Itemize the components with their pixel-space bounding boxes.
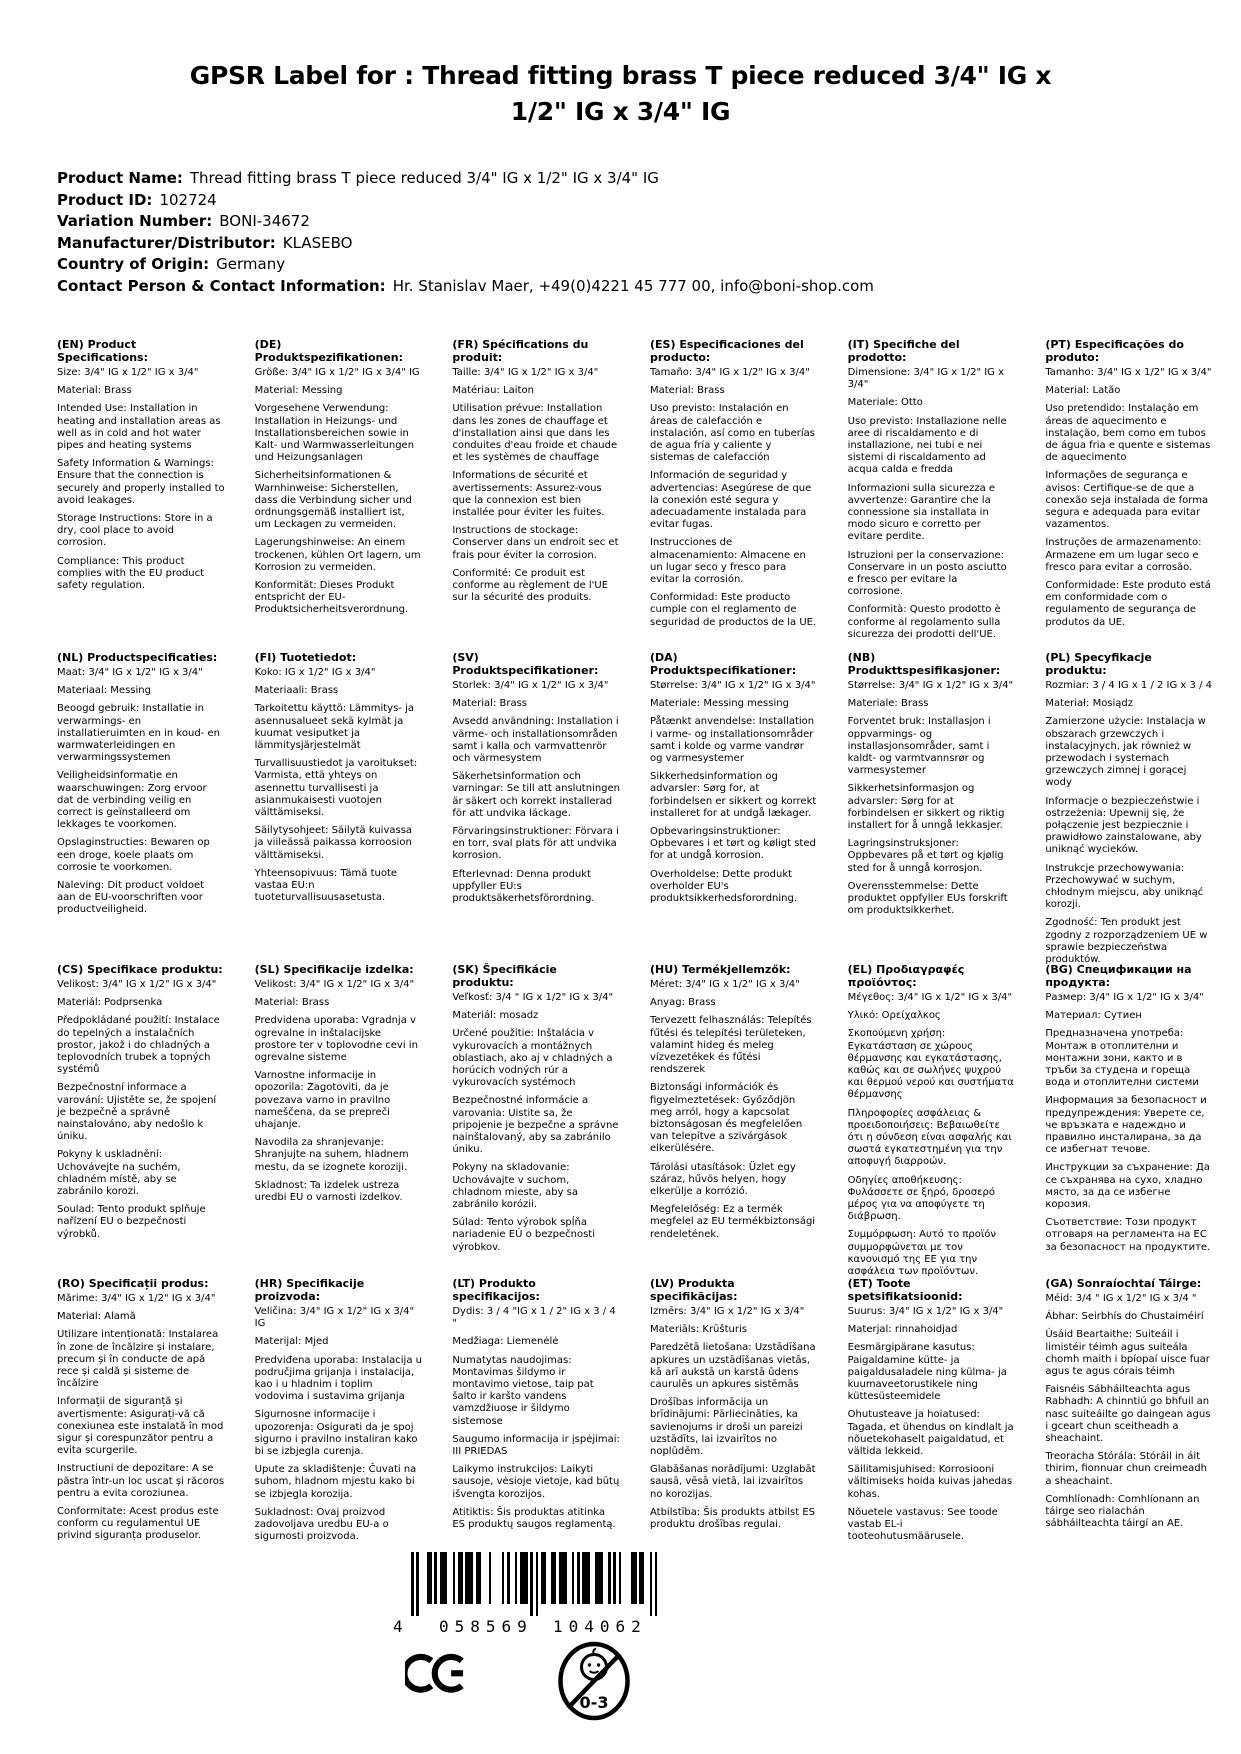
lang-paragraph: Οδηγίες αποθήκευσης: Φυλάσσετε σε ξηρό, δροσερό μέρος για να αποφύγετε τη διάβρωση. xyxy=(847,1174,995,1223)
lang-paragraph: Информация за безопасност и предупреждения: Уверете се, че връзката е надеждно и правилно инсталирана, за да се избегнат течове. xyxy=(1045,1095,1207,1156)
lang-paragraph: Informations de sécurité et avertissements: Assurez-vous que la connexion est bien installée pour éviter les fuites. xyxy=(452,470,605,519)
lang-paragraph: Πληροφορίες ασφάλειας & προειδοποιήσεις: Βεβαιωθείτε ότι η σύνδεση είναι ασφαλής και σωστά εγκατεστημένη για την αποφυγή διαρροών. xyxy=(847,1107,1012,1168)
lang-paragraph: Avsedd användning: Installation i värme- och installationsområden samt i kalla och varmvattenrör och värmesystem xyxy=(452,716,619,765)
lang-paragraph: Varnostne informacije in opozorila: Zagotoviti, da je povezava varno in pravilno nameščena, da se prepreči uhajanje. xyxy=(254,1070,391,1131)
product-info-row xyxy=(57,254,1201,276)
lang-section-ro xyxy=(57,1277,225,1549)
lang-heading: (ET) Toote spetsifikatsioonid: xyxy=(847,1277,963,1303)
lang-heading: (LV) Produkta specifikācijas: xyxy=(650,1277,738,1303)
lang-paragraph: Materiál: Podprsenka xyxy=(57,997,163,1009)
lang-paragraph: Méid: 3/4 " IG x 1/2" IG x 3/4 " xyxy=(1045,1293,1197,1304)
lang-paragraph: Konformität: Dieses Produkt entspricht der EU-Produktsicherheitsverordnung. xyxy=(254,580,409,616)
lang-paragraph: Uso previsto: Installazione nelle aree di riscaldamento e di installazione, nei tubi e nei sistemi di riscaldamento ad acqua calda e fredda xyxy=(847,415,1007,476)
lang-paragraph: Drošības informācija un brīdinājumi: Pārliecināties, ka savienojums ir droši un pareizi uzstādīts, lai izvairītos no noplūdēm. xyxy=(650,1397,803,1458)
lang-paragraph: Informazioni sulla sicurezza e avvertenze: Garantire che la connessione sia installata in modo sicuro e corretto per evitare perdite. xyxy=(847,482,996,543)
lang-paragraph: Opbevaringsinstruktioner: Opbevares i et tørt og køligt sted for at undgå korrosion. xyxy=(650,826,816,862)
lang-paragraph: Størrelse: 3/4" IG x 1/2" IG x 3/4" xyxy=(847,680,1014,691)
manufacturer-label: Manufacturer/Distributor: xyxy=(57,233,276,252)
lang-paragraph: Ohutusteave ja hoiatused: Tagada, et ühendus on kindlalt ja nõuetekohaselt paigaldatud, et vältida lekkeid. xyxy=(847,1409,1014,1458)
lang-paragraph: Bezpečnostní informace a varování: Ujistěte se, že spojení je bezpečně a správně nainstalováno, aby nedošlo k úniku. xyxy=(57,1082,217,1143)
lang-heading: (EN) Product Specifications: xyxy=(57,338,149,364)
lang-section-nb xyxy=(848,651,1016,963)
lang-heading: (SL) Specifikacije izdelka: xyxy=(254,963,414,976)
lang-paragraph: Turvallisuustiedot ja varoitukset: Varmista, että yhteys on asennettu turvallisesti ja asianmukaisesti vuotojen välttämiseksi. xyxy=(254,758,418,819)
lang-paragraph: Treoracha Stórála: Stóráil in áit thirim, fionnuar chun creimeadh a sheachaint. xyxy=(1045,1451,1207,1487)
lang-heading: (FI) Tuotetiedot: xyxy=(254,651,357,664)
lang-paragraph: Veľkosť: 3/4 " IG x 1/2" IG x 3/4" xyxy=(452,992,614,1003)
lang-paragraph: Instrucciones de almacenamiento: Almacene en un lugar seco y fresco para evitar la corrosión. xyxy=(650,537,806,586)
lang-heading: (HU) Termékjellemzők: xyxy=(650,963,791,976)
barcode-digits-left: 058569 xyxy=(439,1617,533,1636)
lang-paragraph: Предназначена употреба: Монтаж в отоплителни и монтажни зони, както и в тръби за студена и гореща вода и отоплителни системи xyxy=(1045,1028,1199,1089)
lang-section-ga xyxy=(1045,1277,1213,1549)
lang-paragraph: Maat: 3/4" IG x 1/2" IG x 3/4" xyxy=(57,667,203,678)
lang-heading: (LT) Produkto specifikacijos: xyxy=(452,1277,540,1303)
lang-paragraph: Anyag: Brass xyxy=(650,997,716,1009)
manufacturer-value: KLASEBO xyxy=(282,233,353,252)
lang-paragraph: Izmērs: 3/4" IG x 1/2" IG x 3/4" xyxy=(650,1306,805,1317)
lang-paragraph: Größe: 3/4" IG x 1/2" IG x 3/4" IG xyxy=(254,367,420,378)
lang-paragraph: Atbilstība: Šis produkts atbilst ES produktu drošības regulai. xyxy=(650,1506,816,1531)
product-info-block xyxy=(57,168,1201,297)
lang-paragraph: Matériau: Laiton xyxy=(452,385,534,397)
product-name-label: Product Name: xyxy=(57,169,183,187)
product-id-value: 102724 xyxy=(159,190,217,209)
lang-paragraph: Predvidena uporaba: Vgradnja v ogrevalne in inštalacijske prostore ter v toplovodne cevi in ogrevalne sisteme xyxy=(254,1015,418,1064)
lang-paragraph: Zgodność: Ten produkt jest zgodny z rozporządzeniem UE w sprawie bezpieczeństwa produktów. xyxy=(1045,917,1208,966)
lang-paragraph: Velikost: 3/4" IG x 1/2" IG x 3/4" xyxy=(57,979,217,990)
barcode-digit-lead: 4 xyxy=(393,1617,403,1636)
lang-paragraph: Saugumo informacija ir įspėjimai: III PRIEDAS xyxy=(452,1433,620,1458)
lang-paragraph: Vorgesehene Verwendung: Installation in Heizungs- und Installationsbereichen sowie in Kalt- und Warmwasserleitungen und Heizungsanlagen xyxy=(254,403,415,464)
lang-paragraph: Säilitamisjuhised: Korrosiooni vältimiseks hoida kuivas jahedas kohas. xyxy=(847,1464,1013,1500)
lang-paragraph: Förvaringsinstruktioner: Förvara i en torr, sval plats för att undvika korrosion. xyxy=(452,826,619,862)
country-of-origin-value: Germany xyxy=(216,255,286,273)
lang-paragraph: Informações de segurança e avisos: Certifique-se de que a conexão seja instalada de forma segura e adequada para evitar vazamentos. xyxy=(1045,470,1209,531)
lang-heading: (PT) Especificações do produto: xyxy=(1045,338,1184,364)
lang-paragraph: Storlek: 3/4" IG x 1/2" IG x 3/4" xyxy=(452,680,609,691)
lang-paragraph: Conformidade: Este produto está em conformidade com o regulamento de segurança de produtos da UE. xyxy=(1045,580,1211,628)
lang-heading: (NB) Produkttspesifikasjoner: xyxy=(847,651,1001,677)
lang-section-lv xyxy=(650,1277,818,1549)
lang-paragraph: Lagerungshinweise: An einem trockenen, kühlen Ort lagern, um Korrosion zu vermeiden. xyxy=(254,537,421,573)
lang-paragraph: Materiał: Mosiądz xyxy=(1045,698,1134,710)
lang-paragraph: Veličina: 3/4" IG x 1/2" IG x 3/4" IG xyxy=(254,1306,415,1330)
lang-section-pt xyxy=(1045,338,1213,651)
lang-paragraph: Yhteensopivuus: Tämä tuote vastaa EU:n tuoteturvallisuusasetusta. xyxy=(254,867,398,904)
lang-heading: (CS) Specifikace produktu: xyxy=(57,963,223,976)
age-warning-0-3-icon xyxy=(556,1640,632,1726)
lang-paragraph: Sikkerhedsinformation og advarsler: Sørg for, at forbindelsen er sikkert og korrekt installeret for at undgå lækager. xyxy=(650,771,817,819)
lang-section-cs xyxy=(57,963,225,1277)
lang-heading: (PL) Specyfikacje produktu: xyxy=(1045,651,1152,677)
lang-paragraph: Dimensione: 3/4" IG x 1/2" IG x 3/4" xyxy=(847,367,1005,391)
lang-paragraph: Soulad: Tento produkt splňuje nařízení EU o bezpečnosti výrobků. xyxy=(57,1204,206,1240)
lang-paragraph: Beoogd gebruik: Installatie in verwarmings- en installatieruimten en in koud- en warmwaterleidingen en verwarmingssystemen xyxy=(57,703,220,764)
lang-paragraph: Material: Brass xyxy=(650,385,725,397)
product-id-label: Product ID: xyxy=(57,190,153,209)
lang-paragraph: Información de seguridad y advertencias: Asegúrese de que la conexión esté segura y adecuadamente instalada para evitar fugas. xyxy=(650,470,812,531)
variation-number-label: Variation Number: xyxy=(57,212,213,230)
lang-paragraph: Numatytas naudojimas: Montavimas šildymo ir montavimo vietose, taip pat šalto ir karšto vandens vamzdžiuose ir šildymo sistemose xyxy=(452,1354,594,1427)
lang-paragraph: Navodila za shranjevanje: Shranjujte na suhem, hladnem mestu, da se izognete koroziji. xyxy=(254,1137,409,1173)
lang-paragraph: Conformidad: Este producto cumple con el reglamento de seguridad de productos de la UE. xyxy=(650,592,817,628)
lang-heading: (ES) Especificaciones del producto: xyxy=(650,338,804,364)
lang-paragraph: Skladnost: Ta izdelek ustreza uredbi EU o varnosti izdelkov. xyxy=(254,1179,403,1204)
lang-paragraph: Materjal: rinnahoidjad xyxy=(847,1324,958,1336)
lang-paragraph: Rozmiar: 3 / 4 IG x 1 / 2 IG x 3 / 4 xyxy=(1045,680,1212,691)
lang-paragraph: Материал: Сутиен xyxy=(1045,1010,1142,1022)
lang-paragraph: Biztonsági információk és figyelmeztetések: Győződjön meg arról, hogy a kapcsolat biztonságosan és megfelelően van telepítve a szivárgások elkerülésére. xyxy=(650,1082,803,1155)
lang-paragraph: Faisnéis Sábháilteachta agus Rabhadh: A chinntiú go bhfuil an nasc suiteáilte go daingean agus i gceart chun sceitheadh a sheachaint. xyxy=(1045,1384,1211,1445)
lang-paragraph: Sikkerhetsinformasjon og advarsler: Sørg for at forbindelsen er sikkert og riktig installert for å unngå lekkasjer. xyxy=(847,783,1005,832)
lang-paragraph: Μέγεθος: 3/4" IG x 1/2" IG x 3/4" xyxy=(847,992,1013,1003)
lang-heading: (DE) Produktspezifikationen: xyxy=(254,338,404,364)
lang-paragraph: Инструкции за съхранение: Да се съхранява на сухо, хладно място, за да се избегне корозия. xyxy=(1045,1162,1210,1211)
lang-heading: (HR) Specifikacije proizvoda: xyxy=(254,1277,365,1303)
lang-paragraph: Materiaal: Messing xyxy=(57,685,151,697)
lang-heading: (GA) Sonraíochtaí Táirge: xyxy=(1045,1277,1202,1290)
lang-paragraph: Säkerhetsinformation och varningar: Se till att anslutningen är säkert och korrekt installerad för att undvika läckage. xyxy=(452,771,620,819)
lang-paragraph: Súlad: Tento výrobok spĺňa nariadenie EÚ o bezpečnosti výrobkov. xyxy=(452,1217,595,1253)
lang-paragraph: Materiale: Messing messing xyxy=(650,698,789,710)
lang-paragraph: Material: Brass xyxy=(254,997,330,1009)
product-info-row xyxy=(57,168,1201,190)
lang-paragraph: Uso pretendido: Instalação em áreas de aquecimento e instalação, bem como em tubos de água fria e quente e sistemas de aquecimento xyxy=(1045,403,1211,464)
lang-paragraph: Utilizare intenționată: Instalarea în zone de încălzire și instalare, precum și în conducte de apă rece și caldă și sisteme de încălzire xyxy=(57,1329,219,1390)
lang-paragraph: Medžiaga: Liemenėlė xyxy=(452,1336,559,1348)
lang-paragraph: Säilytysohjeet: Säilytä kuivassa ja viileässä paikassa korroosion välttämiseksi. xyxy=(254,825,413,861)
product-info-row xyxy=(57,233,1201,255)
variation-number-value: BONI-34672 xyxy=(219,212,310,230)
ean-barcode xyxy=(393,1552,663,1637)
lang-paragraph: Σκοπούμενη χρήση: Εγκατάσταση σε χώρους θέρμανσης και εγκατάστασης, καθώς και σε σωλήνες ψυχρού και θερμού νερού και συστήματα θέρμανσης xyxy=(847,1028,1014,1101)
lang-paragraph: Glabāšanas norādījumi: Uzglabāt sausā, vēsā vietā, lai izvairītos no korozijas. xyxy=(650,1464,816,1500)
lang-paragraph: Størrelse: 3/4" IG x 1/2" IG x 3/4" xyxy=(650,680,816,691)
lang-paragraph: Pokyny k uskladnění: Uchovávejte na suchém, chladném místě, aby se zabránilo korozi. xyxy=(57,1149,181,1198)
lang-paragraph: Upute za skladištenje: Čuvati na suhom, hladnom mjestu kako bi se izbjegla korozija. xyxy=(254,1464,417,1500)
lang-paragraph: Material: Latão xyxy=(1045,385,1121,397)
product-info-row xyxy=(57,211,1201,233)
lang-paragraph: Materiale: Otto xyxy=(847,397,923,409)
lang-paragraph: Velikost: 3/4" IG x 1/2" IG x 3/4" xyxy=(254,979,415,990)
lang-heading: (SK) Špecifikácie produktu: xyxy=(452,963,557,989)
lang-paragraph: Sigurnosne informacije i upozorenja: Osigurati da je spoj sigurno i pravilno instaliran kako bi se izbjegla curenja. xyxy=(254,1409,418,1458)
lang-paragraph: Materiāls: Krūšturis xyxy=(650,1324,747,1336)
lang-paragraph: Ábhar: Seirbhís do Chustaiméirí xyxy=(1045,1311,1204,1323)
lang-paragraph: Overholdelse: Dette produkt overholder EU's produktsikkerhedsforordning. xyxy=(650,868,798,905)
country-of-origin-label: Country of Origin: xyxy=(57,255,210,273)
lang-paragraph: Sicherheitsinformationen & Warnhinweise: Sicherstellen, dass die Verbindung sicher und ordnungsgemäß installiert ist, um Leckagen zu vermeiden. xyxy=(254,470,412,531)
lang-section-sk xyxy=(452,963,620,1277)
lang-section-it xyxy=(848,338,1016,651)
lang-paragraph: Materiaali: Brass xyxy=(254,685,339,697)
lang-paragraph: Efterlevnad: Denna produkt uppfyller EU:s produktsäkerhetsförordning. xyxy=(452,868,595,905)
lang-paragraph: Tamaño: 3/4" IG x 1/2" IG x 3/4" xyxy=(650,367,810,378)
barcode-bar xyxy=(655,1552,658,1616)
lang-section-fi xyxy=(255,651,423,963)
lang-paragraph: Informacje o bezpieczeństwie i ostrzeżenia: Upewnij się, że połączenie jest bezpiecznie i prawidłowo zainstalowane, aby uniknąć wycieków. xyxy=(1045,795,1202,856)
lang-paragraph: Instructions de stockage: Conserver dans un endroit sec et frais pour éviter la corrosion. xyxy=(452,525,619,561)
lang-section-es xyxy=(650,338,818,651)
language-grid xyxy=(57,338,1213,1549)
lang-paragraph: Размер: 3/4" IG x 1/2" IG x 3/4" xyxy=(1045,992,1204,1003)
lang-paragraph: Dydis: 3 / 4 "IG x 1 / 2" IG x 3 / 4 " xyxy=(452,1306,616,1330)
lang-paragraph: Laikymo instrukcijos: Laikyti sausoje, vėsioje vietoje, kad būtų išvengta korozijos. xyxy=(452,1464,620,1500)
lang-paragraph: Uso previsto: Instalación en áreas de calefacción e instalación, así como en tuberías de agua fría y caliente y sistemas de calefacción xyxy=(650,403,815,464)
contact-value: Hr. Stanislav Maer, +49(0)4221 45 777 00, info@boni-shop.com xyxy=(392,276,874,295)
lang-paragraph: Tarkoitettu käyttö: Lämmitys- ja asennusalueet sekä kylmät ja kuumat vesiputket ja lämmitysjärjestelmät xyxy=(254,703,414,752)
lang-section-da xyxy=(650,651,818,963)
lang-section-fr xyxy=(452,338,620,651)
lang-paragraph: Istruzioni per la conservazione: Conservare in un posto asciutto e fresco per evitare la corrosione. xyxy=(847,549,1007,598)
lang-section-el xyxy=(848,963,1016,1277)
lang-heading: (BG) Спецификации на продукта: xyxy=(1045,963,1192,989)
lang-paragraph: Overensstemmelse: Dette produktet oppfyller EUs forskrift om produktsikkerhet. xyxy=(847,880,1008,917)
lang-section-lt xyxy=(452,1277,620,1549)
lang-paragraph: Predviđena uporaba: Instalacija u područjima grijanja i instalacija, kao i u hladnim i toplim vodovima i sustavima grijanja xyxy=(254,1354,422,1403)
lang-paragraph: Pokyny na skladovanie: Uchovávajte v suchom, chladnom mieste, aby sa zabránilo korózii. xyxy=(452,1162,579,1211)
lang-paragraph: Méret: 3/4" IG x 1/2" IG x 3/4" xyxy=(650,979,800,990)
lang-paragraph: Naleving: Dit product voldoet aan de EU-voorschriften voor productveiligheid. xyxy=(57,880,205,916)
age-warning-label: 0-3 xyxy=(579,1693,609,1712)
lang-heading: (RO) Specificații produs: xyxy=(57,1277,209,1290)
lang-paragraph: Koko: IG x 1/2" IG x 3/4" xyxy=(254,667,376,678)
lang-paragraph: Forventet bruk: Installasjon i oppvarmings- og installasjonsområder, samt i kaldt- og varmtvannsrør og varmesystemer xyxy=(847,716,991,777)
lang-paragraph: Conformitate: Acest produs este conform cu regulamentul UE privind siguranța produselor. xyxy=(57,1506,219,1542)
lang-paragraph: Съответствие: Този продукт отговаря на регламента на ЕС за безопасност на продуктите. xyxy=(1045,1217,1211,1253)
lang-paragraph: Size: 3/4" IG x 1/2" IG x 3/4" xyxy=(57,367,199,378)
lang-paragraph: Utilisation prévue: Installation dans les zones de chauffage et d'installation ainsi que dans les conduites d'eau froide et chaude et les systèmes de chauffage xyxy=(452,403,618,464)
lang-paragraph: Suurus: 3/4" IG x 1/2" IG x 3/4" xyxy=(847,1306,1004,1317)
lang-section-et xyxy=(848,1277,1016,1549)
lang-section-hu xyxy=(650,963,818,1277)
lang-paragraph: Sukladnost: Ovaj proizvod zadovoljava uredbu EU-a o sigurnosti proizvoda. xyxy=(254,1506,389,1543)
lang-paragraph: Tamanho: 3/4" IG x 1/2" IG x 3/4" xyxy=(1045,367,1212,378)
lang-paragraph: Safety Information & Warnings: Ensure that the connection is securely and properly installed to avoid leakages. xyxy=(57,458,225,506)
lang-paragraph: Taille: 3/4" IG x 1/2" IG x 3/4" xyxy=(452,367,599,378)
lang-paragraph: Instrukcje przechowywania: Przechowywać w suchym, chłodnym miejscu, aby uniknąć korozji. xyxy=(1045,862,1204,911)
lang-section-sl xyxy=(255,963,423,1277)
lang-section-nl xyxy=(57,651,225,963)
lang-heading: (SV) Produktspecifikationer: xyxy=(452,651,599,677)
lang-paragraph: Atitiktis: Šis produktas atitinka ES produktų saugos reglamentą. xyxy=(452,1506,616,1531)
lang-paragraph: Material: Brass xyxy=(57,385,132,397)
lang-paragraph: Materiál: mosadz xyxy=(452,1010,539,1022)
product-name-value: Thread fitting brass T piece reduced 3/4" IG x 1/2" IG x 3/4" IG xyxy=(189,169,659,187)
lang-paragraph: Συμμόρφωση: Αυτό το προϊόν συμμορφώνεται με τον κανονισμό της ΕΕ για την ασφάλεια των προϊόντων. xyxy=(847,1229,996,1278)
lang-paragraph: Bezpečnostné informácie a varovania: Uistite sa, že pripojenie je bezpečne a správne nainštalovaný, aby sa zabránilo úniku. xyxy=(452,1095,619,1156)
lang-paragraph: Opslaginstructies: Bewaren op een droge, koele plaats om corrosie te voorkomen. xyxy=(57,837,210,873)
lang-paragraph: Instructiuni de depozitare: A se păstra într-un loc uscat și răcoros pentru a evita coroziunea. xyxy=(57,1463,225,1499)
lang-paragraph: Instruções de armazenamento: Armazene em um lugar seco e fresco para evitar a corrosão. xyxy=(1045,537,1202,573)
lang-paragraph: Megfelelőség: Ez a termék megfelel az EU termékbiztonsági rendeletének. xyxy=(650,1204,816,1240)
lang-paragraph: Material: Alamă xyxy=(57,1311,136,1323)
lang-paragraph: Tárolási utasítások: Üzlet egy száraz, hűvös helyen, hogy elkerülje a korrózió. xyxy=(650,1161,796,1198)
lang-paragraph: Tervezett felhasználás: Telepítés fűtési és telepítési területeken, valamint hideg és meleg vízvezetékek és fűtési rendszerek xyxy=(650,1015,812,1076)
lang-paragraph: Compliance: This product complies with the EU product safety regulation. xyxy=(57,555,205,592)
lang-paragraph: Informații de siguranță și avertismente: Asigurați-vă că conexiunea este instalată în mod sigur și corespunzător pentru a evita scurgerile. xyxy=(57,1396,224,1457)
lang-heading: (EL) Προδιαγραφές προϊόντος: xyxy=(847,963,965,989)
page-title: GPSR Label for : Thread fitting brass T piece reduced 3/4" IG x 1/2" IG x 3/4" IG xyxy=(189,61,1052,126)
lang-paragraph: Conformité: Ce produit est conforme au règlement de l'UE sur la sécurité des produits. xyxy=(452,567,609,604)
lang-heading: (IT) Specifiche del prodotto: xyxy=(847,338,960,364)
lang-heading: (FR) Spécifications du produit: xyxy=(452,338,589,364)
lang-paragraph: Materiale: Brass xyxy=(847,698,929,710)
lang-paragraph: Určené použitie: Inštalácia v vykurovacích a montážnych oblastiach, ako aj v chladných a horúcich vodných rúr a vykurovacích systémoch xyxy=(452,1028,613,1089)
lang-section-pl xyxy=(1045,651,1213,966)
lang-paragraph: Påtænkt anvendelse: Installation i varme- og installationsområder samt i kolde og varme vandrør og varmesystemer xyxy=(650,716,815,765)
lang-paragraph: Úsáid Beartaithe: Suiteáil i limistéir téimh agus suiteála chomh maith i bpíopaí uisce fuar agus te agus córais téimh xyxy=(1045,1329,1210,1378)
product-info-row xyxy=(57,190,1201,212)
lang-section-hr xyxy=(255,1277,423,1549)
product-info-row xyxy=(57,276,1201,298)
lang-section-sv xyxy=(452,651,620,963)
lang-paragraph: Mărime: 3/4" IG x 1/2" IG x 3/4" xyxy=(57,1293,216,1304)
lang-section-en xyxy=(57,338,225,651)
contact-label: Contact Person & Contact Information: xyxy=(57,276,386,295)
lang-paragraph: Lagringsinstruksjoner: Oppbevares på et tørt og kjølig sted for å unngå korrosjon. xyxy=(847,838,1004,874)
lang-paragraph: Intended Use: Installation in heating and installation areas as well as in cold and hot water pipes and heating systems xyxy=(57,403,221,452)
lang-paragraph: Material: Messing xyxy=(254,385,343,397)
lang-paragraph: Conformità: Questo prodotto è conforme al regolamento sulla sicurezza dei prodotti dell'UE. xyxy=(847,604,1001,640)
lang-paragraph: Zamierzone użycie: Instalacja w obszarach grzewczych i instalacyjnych, jak również w przewodach i systemach grzewczych zimnej i gorącej wody xyxy=(1045,716,1206,789)
lang-paragraph: Material: Brass xyxy=(452,698,528,710)
lang-paragraph: Comhlíonadh: Comhlíonann an táirge seo rialachán sábháilteachta táirgí an AE. xyxy=(1045,1493,1200,1530)
lang-paragraph: Eesmärgipärane kasutus: Paigaldamine kütte- ja paigaldusaladele ning külma- ja kuumaveetorustikele ning küttesüsteemidele xyxy=(847,1342,1007,1403)
lang-section-de xyxy=(255,338,423,651)
lang-section-bg xyxy=(1045,963,1213,1277)
lang-paragraph: Storage Instructions: Store in a dry, cool place to avoid corrosion. xyxy=(57,513,213,549)
lang-paragraph: Paredzētā lietošana: Uzstādīšana apkures un uzstādīšanas vietās, kā arī aukstā un karstā ūdens caurulēs un apkures sistēmās xyxy=(650,1342,816,1391)
barcode-bars xyxy=(411,1552,663,1616)
barcode-digits-right: 104062 xyxy=(553,1617,647,1636)
lang-paragraph: Předpokládané použití: Instalace do tepelných a instalačních prostor, jakož i do chladných a teplovodních trubek a topných systémů xyxy=(57,1015,220,1076)
lang-paragraph: Materijal: Mjed xyxy=(254,1336,329,1348)
lang-heading: (DA) Produktspecifikationer: xyxy=(650,651,797,677)
ce-mark-icon xyxy=(405,1652,467,1699)
lang-paragraph: Veiligheidsinformatie en waarschuwingen: Zorg ervoor dat de verbinding veilig en correct is geïnstalleerd om lekkages te voorkomen. xyxy=(57,770,207,831)
lang-heading: (NL) Productspecificaties: xyxy=(57,651,218,664)
lang-paragraph: Nõuetele vastavus: See toode vastab EL-i tooteohutusmäärusele. xyxy=(847,1506,998,1543)
lang-paragraph: Υλικό: Ορείχαλκος xyxy=(847,1010,941,1022)
barcode-digits xyxy=(393,1617,663,1637)
